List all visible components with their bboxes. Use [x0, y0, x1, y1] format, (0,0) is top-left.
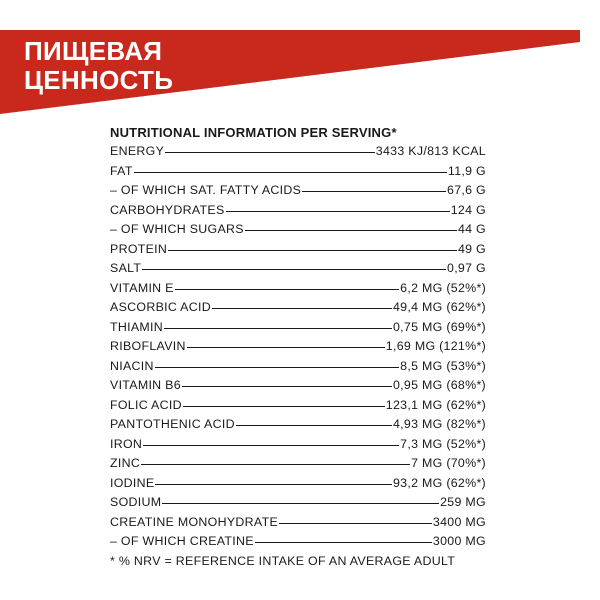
nutrient-label: VITAMIN B6	[110, 378, 181, 392]
leader-line	[162, 503, 439, 504]
nutrition-row	[110, 220, 486, 240]
nutrient-label: VITAMIN E	[110, 280, 174, 295]
leader-line	[143, 445, 399, 446]
nutrition-row	[110, 142, 486, 162]
nutrient-value: 3000 MG	[432, 534, 486, 548]
nutrient-value: 259 MG	[440, 495, 486, 509]
nutrition-row	[110, 162, 486, 182]
nutrition-row	[110, 259, 486, 279]
nutrition-row	[110, 201, 486, 221]
nutrient-value: 1,69 MG (121%*)	[385, 339, 486, 353]
leader-line	[302, 191, 446, 192]
leader-line	[279, 523, 432, 524]
leader-line	[255, 542, 432, 543]
nutrient-label: THIAMIN	[110, 319, 164, 334]
nutrient-value: 49 G	[457, 241, 486, 256]
leader-line	[182, 386, 392, 387]
nutrition-row	[110, 415, 486, 435]
nutrient-value: 93,2 MG (62%*)	[392, 475, 486, 490]
nutrition-row	[110, 337, 486, 357]
nutrient-value: 49,4 MG (62%*)	[392, 300, 486, 314]
nutrient-label: – OF WHICH SAT. FATTY ACIDS	[110, 183, 302, 197]
nutrient-value: 0,95 MG (68%*)	[392, 378, 486, 392]
nutrient-label: IODINE	[110, 475, 155, 490]
leader-line	[155, 367, 399, 368]
title-banner	[0, 0, 600, 120]
nutrition-title: NUTRITIONAL INFORMATION PER SERVING*	[110, 125, 397, 140]
nutrition-row	[110, 240, 486, 260]
nutrient-label: – OF WHICH CREATINE	[110, 534, 254, 548]
nutrient-value: 8,5 MG (53%*)	[400, 358, 486, 373]
nutrient-label: NIACIN	[110, 358, 154, 373]
nutrient-label: SALT	[110, 261, 142, 275]
nutrition-row	[110, 396, 486, 416]
nutrient-label: – OF WHICH SUGARS	[110, 222, 244, 236]
nutrient-label: ENERGY	[110, 144, 165, 158]
nutrition-row	[110, 181, 486, 201]
banner-title	[24, 37, 173, 95]
nutrient-value: 7,3 MG (52%*)	[400, 436, 486, 451]
nutrient-value: 44 G	[457, 222, 486, 236]
leader-line	[212, 308, 392, 309]
nutrition-row	[110, 513, 486, 533]
nutrient-value: 124 G	[450, 202, 486, 217]
nutrient-value: 67,6 G	[447, 183, 486, 197]
nutrient-label: CARBOHYDRATES	[110, 202, 225, 217]
nutrition-row	[110, 279, 486, 299]
footnote: * % NRV = REFERENCE INTAKE OF AN AVERAGE ADULT	[110, 553, 456, 568]
nutrition-row	[110, 435, 486, 455]
nutrition-row	[110, 474, 486, 494]
nutrient-value: 123,1 MG (62%*)	[385, 397, 486, 412]
leader-line	[183, 406, 385, 407]
nutrition-panel	[110, 124, 486, 571]
nutrition-row	[110, 532, 486, 552]
nutrition-row	[110, 357, 486, 377]
nutrient-value: 3400 MG	[432, 514, 486, 529]
leader-line	[164, 328, 392, 329]
leader-line	[236, 425, 392, 426]
nutrition-row	[110, 298, 486, 318]
leader-line	[187, 347, 385, 348]
nutrition-list	[110, 142, 486, 552]
nutrient-label: IRON	[110, 436, 143, 451]
nutrient-label: RIBOFLAVIN	[110, 339, 186, 353]
leader-line	[168, 250, 457, 251]
nutrition-row	[110, 318, 486, 338]
nutrient-value: 11,9 G	[447, 163, 486, 178]
nutrient-value: 4,93 MG (82%*)	[392, 417, 486, 431]
nutrient-value: 0,97 G	[447, 261, 486, 275]
nutrient-label: ZINC	[110, 456, 141, 470]
nutrient-value: 0,75 MG (69%*)	[392, 319, 486, 334]
leader-line	[245, 230, 457, 231]
nutrient-label: PROTEIN	[110, 241, 168, 256]
leader-line	[142, 269, 446, 270]
leader-line	[226, 211, 450, 212]
banner-title-line-1: ПИЩЕВАЯ	[24, 36, 163, 66]
nutrient-value: 7 MG (70%*)	[411, 456, 486, 470]
nutrition-row	[110, 376, 486, 396]
nutrient-label: SODIUM	[110, 495, 162, 509]
nutrient-label: PANTOTHENIC ACID	[110, 417, 235, 431]
leader-line	[155, 484, 391, 485]
leader-line	[175, 289, 399, 290]
banner-title-line-2: ЦЕННОСТЬ	[24, 65, 174, 95]
nutrition-row	[110, 454, 486, 474]
nutrient-label: FAT	[110, 163, 133, 178]
nutrient-label: CREATINE MONOHYDRATE	[110, 514, 279, 529]
nutrient-value: 3433 KJ/813 KCAL	[375, 144, 486, 158]
nutrition-row	[110, 493, 486, 513]
nutrient-label: ASCORBIC ACID	[110, 300, 211, 314]
nutrient-label: FOLIC ACID	[110, 397, 182, 412]
leader-line	[141, 464, 410, 465]
leader-line	[165, 152, 375, 153]
leader-line	[134, 172, 447, 173]
nutrient-value: 6,2 MG (52%*)	[400, 280, 486, 295]
